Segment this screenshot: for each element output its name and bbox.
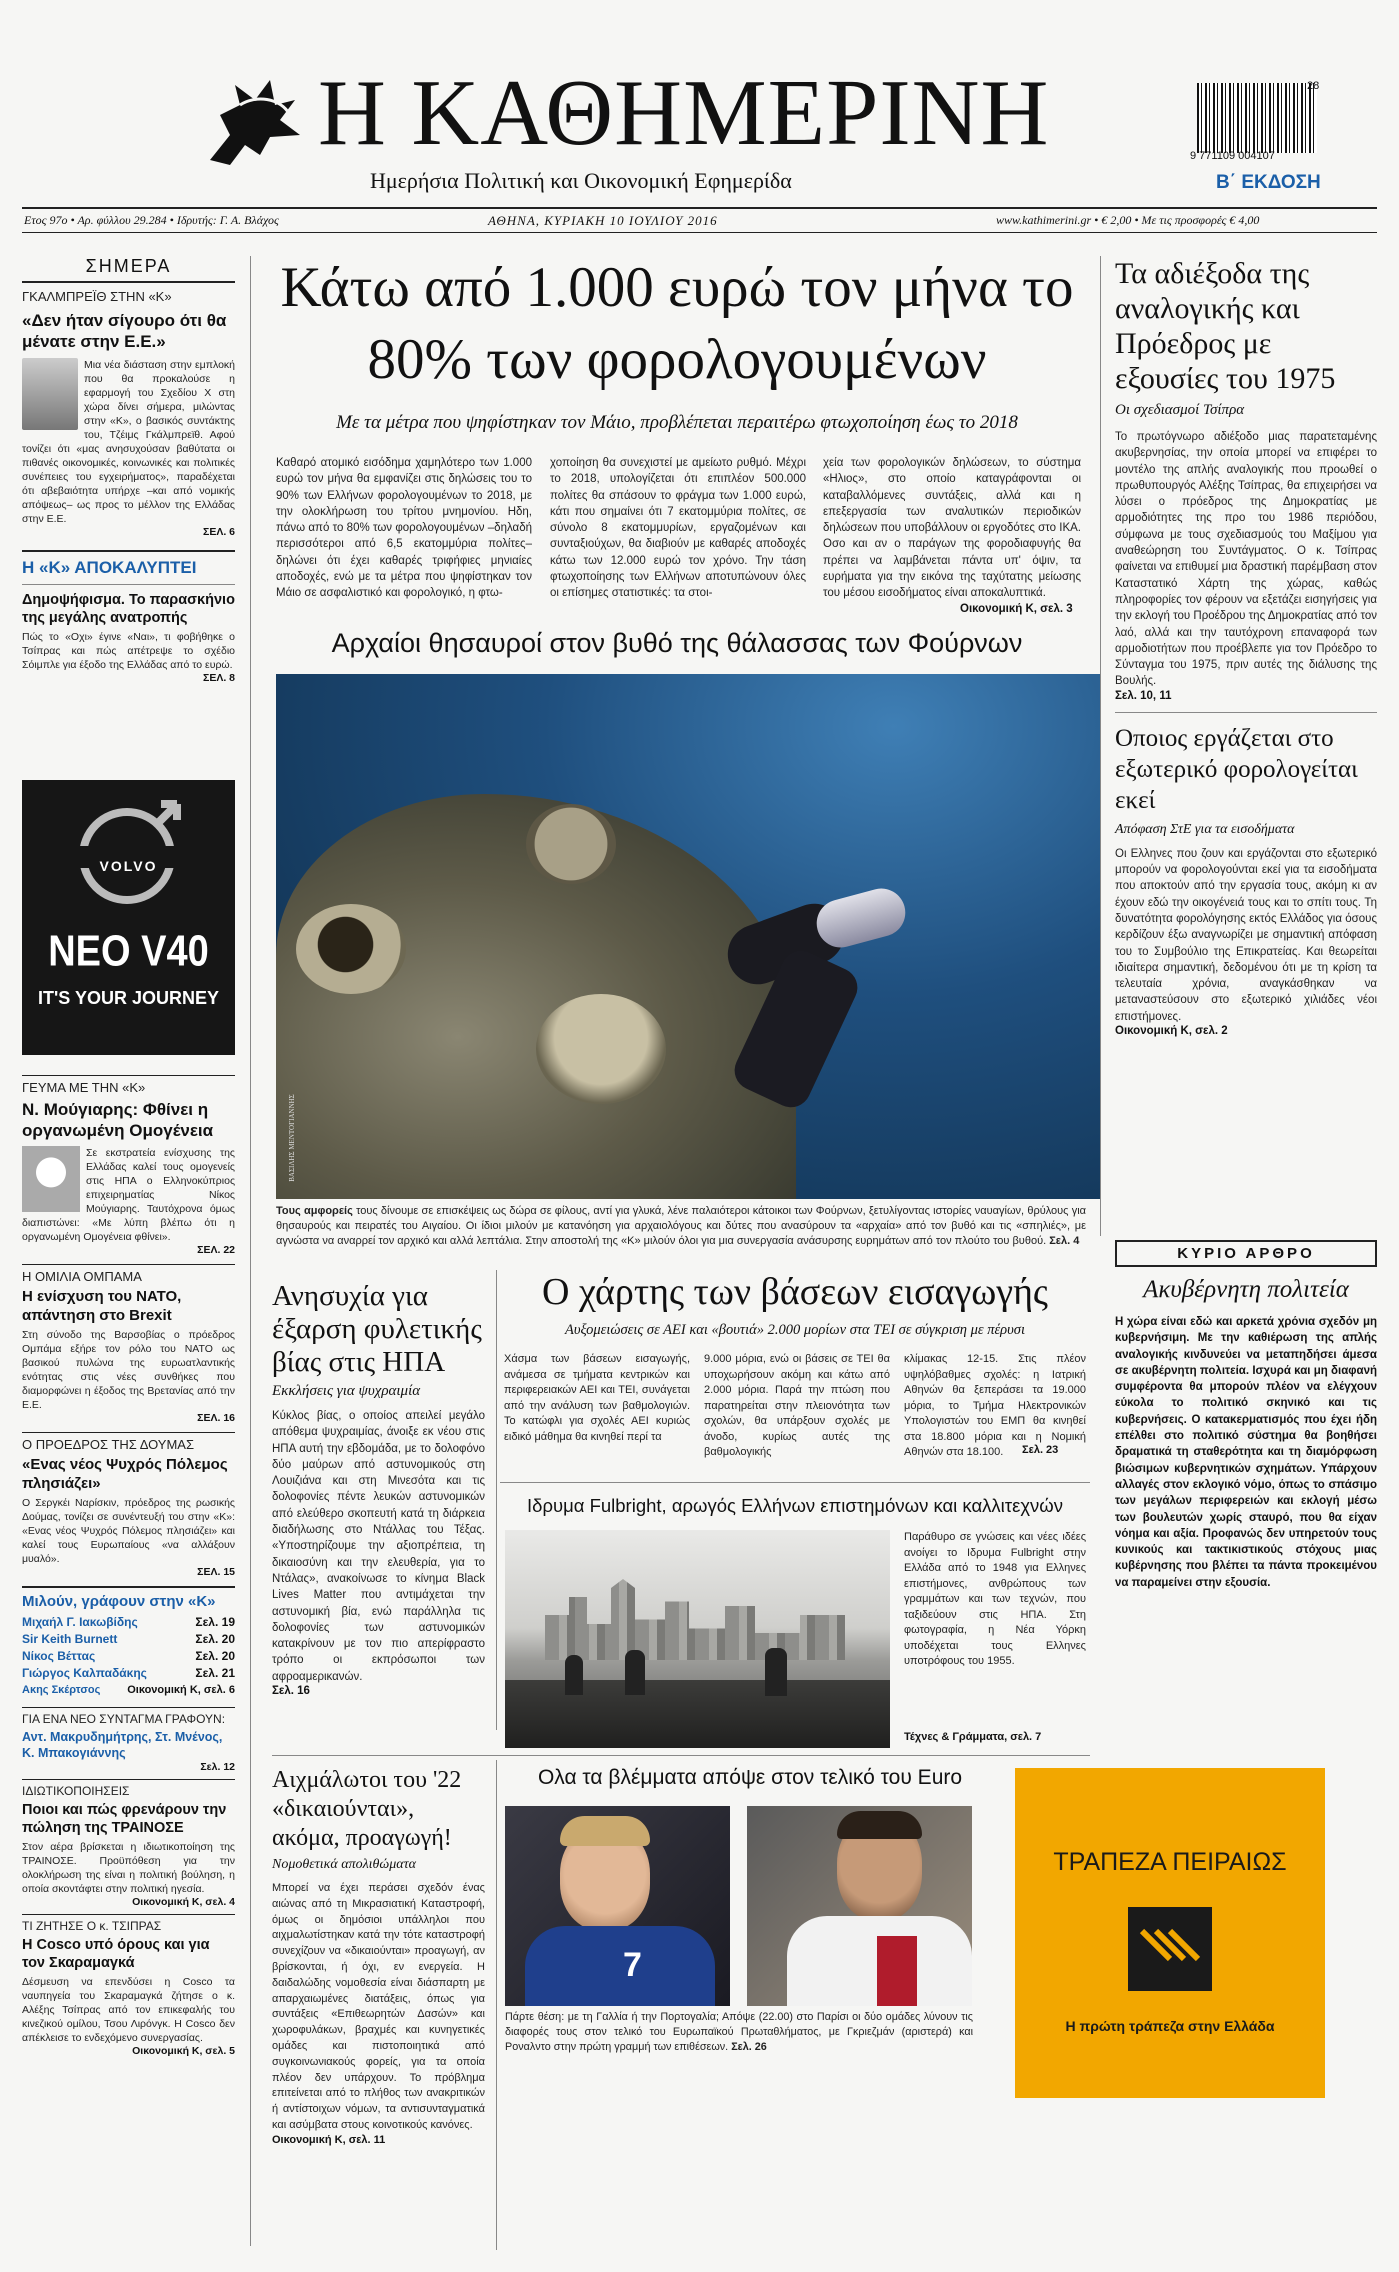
mougiaris-portrait bbox=[22, 1146, 80, 1212]
euro-caption: Πάρτε θέση: με τη Γαλλία ή την Πορτογαλία; Απόψε (22.00) στο Παρίσι οι δύο ομάδες λύνουν τις διαφορές τους στον τελικό του Ευρωπαϊκού Πρωταθλήματος, με Γκριεζμάν (αριστερά) και Ροναλντο στην πρώτη γραμμή των επιθέσεων. Σελ. 26 bbox=[505, 2011, 973, 2053]
fourni-caption: Τους αμφορείς τους δίνουμε σε επισκέψεις ως δώρα σε φίλους, αντί για γλυκά, λένε παλαιότεροι κάτοικοι των Φούρνων, ξετυλίγοντας ιστορίες ναυαγίων, θρύλους για θησαυρούς και πειρατές του Αιγαίου. Οι ίδιοι μιλούν με κατανόηση για αρχαιολόγους και δύτες που ανασύρουν τα «αρχαία» από τον βυθό και τις «σπηλιές», με αγνώστα να αναρρεί τον αρχικό και αλλά λεπτάλια. Στην αποστολή της «Κ» μιλούν όλοι για μια συνεργασία ανάσυρσης ευρημάτων από τον πλούτο του βυθού. Σελ. 4 bbox=[276, 1205, 1086, 1247]
headline-constitution[interactable]: Αντ. Μακρυδημήτρης, Στ. Μνένος, Κ. Μπακογιάννης bbox=[22, 1730, 223, 1760]
headline-entrance[interactable]: Ο χάρτης των βάσεων εισαγωγής bbox=[542, 1271, 1048, 1313]
kicker-lunch: ΓΕΥΜΑ ΜΕ ΤΗΝ «Κ» bbox=[22, 1075, 235, 1095]
main-deck: Με τα μέτρα που ψηφίστηκαν τον Μάιο, προβλέπεται περαιτέρω φτωχοποίηση έως το 2018 bbox=[336, 412, 1018, 433]
editorial-title[interactable]: Ακυβέρνητη πολιτεία bbox=[1143, 1276, 1349, 1303]
headline-mougiaris[interactable]: Ν. Μούγιαρης: Φθίνει η οργανωμένη Ομογένεια bbox=[22, 1100, 214, 1140]
mid-divider-lower bbox=[496, 1760, 497, 2250]
kicker-constitution: ΓΙΑ ΕΝΑ ΝΕΟ ΣΥΝΤΑΓΜΑ ΓΡΑΦΟΥΝ: bbox=[22, 1707, 235, 1726]
main-body-col1: Καθαρό ατομικό εισόδημα χαμηλότερο των 1.000 ευρώ τον μήνα θα εμφανίζει στις δηλώσεις του το 90% των Ελλήνων φορολογουμένων το 2018, με την ολοκλήρωση του τρίτου μνημονίου. Ηδη, πάνω από το 80% των φορολογουμένων –δηλαδή περισσότεροι από 6,5 εκατομμύρια πολίτες– δηλώνει ότι έχει καθαρές τριφήφιες μηνιαίες αποδοχές, ενώ με τα μέτρα που ψηφίστηκαν τον Μάιο σε ασφαλιστικό και φορολογικό, η φτω- bbox=[276, 457, 532, 600]
main-headline[interactable]: Κάτω από 1.000 ευρώ τον μήνα το 80% των φορολογουμένων bbox=[280, 256, 1074, 391]
volvo-model: ΝΕΟ V40 bbox=[48, 927, 209, 977]
ref-abroad-tax[interactable]: Οικονομική Κ, σελ. 2 bbox=[1115, 1025, 1228, 1038]
body-entrance-col1: Χάσμα των βάσεων εισαγωγής, ανάμεσα σε τμήματα κεντρικών και περιφερειακών ΑΕΙ και ΤΕΙ, συνάγεται από την ανάλυση των βαθμολογιών. Το κατώφλι για σχολές ΑΕΙ κυριώς ειδικό μάθημα θα κινηθεί περί τα bbox=[504, 1353, 690, 1443]
volvo-ad[interactable] bbox=[22, 780, 235, 1055]
deck-race: Εκκλήσεις για ψυχραιμία bbox=[272, 1383, 421, 1399]
body-galbraith: Μια νέα διάσταση στην εμπλοκή που θα προκαλούσε η εφαρμογή του Σχεδίου Χ στη χώρα δίνει σήμερα, μιλώντας στην «Κ», ο βασικός συντάκτης του, Τζέιμς Γκάλμπρεϊθ. Αφού τονίζει ότι «μας ανησυχούσαν βαθύτατα οι πιθανές οικονομικές, κοινωνικές και πολιτικές συνέπειες του εγχειρήματος», παραδέχεται ότι αβεβαιότητα υπήρχε –και από νομικής απόψεως– ως προς το μέλλον της Ελλάδας στην Ε.Ε. bbox=[22, 359, 235, 525]
headline-nato[interactable]: Η ενίσχυση του ΝΑΤΟ, απάντηση στο Brexit bbox=[22, 1288, 182, 1324]
euro-title[interactable]: Ολα τα βλέμματα απόψε στον τελικό του Euro bbox=[537, 1766, 963, 1789]
mid-divider bbox=[496, 1270, 497, 1730]
headline-analogiki[interactable]: Τα αδιέξοδα της αναλογικής και Πρόεδρος με εξουσίες του 1975 bbox=[1115, 257, 1336, 395]
editorial bbox=[1115, 1240, 1377, 1591]
right-column bbox=[1115, 256, 1377, 1037]
ref-entrance[interactable]: Σελ. 23 bbox=[1022, 1444, 1059, 1456]
kicker-galbraith: ΓΚΑΛΜΠΡΕΪΘ ΣΤΗΝ «Κ» bbox=[22, 289, 172, 304]
dateline-right: www.kathimerini.gr • € 2,00 • Με τις προσφορές € 4,00 bbox=[996, 213, 1260, 227]
fulbright-photo[interactable] bbox=[505, 1530, 890, 1748]
main-body-col2: χοποίηση θα συνεχιστεί με αμείωτο ρυθμό. Μέχρι το 2018, υπολογίζεται ότι επιπλέον 500.000 πολίτες θα σπάσουν το φράγμα των 1.000 ευρώ, κάτι που σημαίνει ότι 7 εκατομμύρια πολίτες, σε σύνολο 8 εκατομμυρίων, εργαζομένων και συνταξιούχων, θα διαβιούν με καθαρές αποδοχές κάτω των 12.000 ευρώ τον χρόνο. Την τάση φτωχοποίησης των Ελλήνων αποτυπώνουν όλες οι επίσημες στατιστικές: τα στοι- bbox=[550, 457, 806, 600]
barcode-number: 9 771109 004107 bbox=[1190, 150, 1275, 162]
left-sidebar bbox=[22, 256, 235, 684]
headline-galbraith[interactable]: «Δεν ήταν σίγουρο ότι θα μένατε στην Ε.Ε.» bbox=[22, 311, 227, 351]
headline-prisoners[interactable]: Αιχμάλωτοι του '22 «δικαιούνται», ακόμα, προαγωγή! bbox=[272, 1767, 462, 1851]
fulbright-ref[interactable]: Τέχνες & Γράμματα, σελ. 7 bbox=[904, 1731, 1042, 1743]
column-divider-left bbox=[250, 256, 251, 2246]
ref-analogiki[interactable]: Σελ. 10, 11 bbox=[1115, 689, 1172, 702]
today-label: ΣΗΜΕΡΑ bbox=[22, 256, 235, 283]
headline-abroad-tax[interactable]: Οποιος εργάζεται στο εξωτερικό φορολογείται εκεί bbox=[1115, 724, 1358, 814]
piraeus-name: ΤΡΑΠΕΖΑ ΠΕΙΡΑΙΩΣ bbox=[1053, 1848, 1287, 1876]
piraeus-ad[interactable] bbox=[1015, 1768, 1325, 2098]
fulbright-body: Παράθυρο σε γνώσεις και νέες ιδέες ανοίγει το Ιδρυμα Fulbright στην Ελλάδα από το 1948 για Ελληνες επιστήμονες, ανθρώπους των γραμμάτων και των τεχνών, που ταξιδεύουν στις ΗΠΑ. Στη φωτογραφία, η Νέα Υόρκη υποδέχεται τους Ελληνες υποτρόφους του 1955. bbox=[904, 1531, 1086, 1667]
editorial-body: Η χώρα είναι εδώ και αρκετά χρόνια σχεδόν μη κυβερνήσιμη. Με την καθιέρωση της απλής αναλογικής κινδυνεύει να μεταπηδήσει άμεσα σε ακυβέρνητη πολιτεία. Ισχυρά και μη διαφανή συμφέροντα θα μπορούν πλέον να ελέγχουν εύκολα το πολιτικό σκηνικό και τις κυβερνήσεις. Ο κατακερματισμός που έχει ήδη επέλθει στο πολιτικό σύστημα θα βοηθήσει δραματικά τη σταθερότητα και τη διαμόρφωση βιώσιμων κυβερνητικών σχημάτων. Υπάρχουν αλλαγές στον εκλογικό νόμο, όπως το σπάσιμο των μεγάλων περιφερειών και εκλογή μέσω των βουλευτών χωρίς σταυρό, που θα είχαν νόημα και αξία. Προφανώς δεν υπηρετούν τους κυνικούς και τακτικιστικούς στόχους μιας κυβέρνησης που βλέπει τα πάντα προκειμένου να παραμείνει στην εξουσία. bbox=[1115, 1316, 1377, 1589]
writer-row[interactable]: Γιώργος Καλπαδάκης Σελ. 21 bbox=[22, 1666, 235, 1680]
body-nato: Στη σύνοδο της Βαρσοβίας ο πρόεδρος Ομπάμα εξήρε τον ρόλο του ΝΑΤΟ ως βασικού πυλώνα της ευρωατλαντικής ενότητας στις νέες συνθήκες που διαμορφώνει η έξοδος της Βρετανίας από την Ε.Ε. bbox=[22, 1329, 235, 1411]
galbraith-portrait bbox=[22, 358, 78, 430]
deck-prisoners: Νομοθετικά απολιθώματα bbox=[272, 1857, 416, 1872]
griezmann-photo[interactable]: 7 bbox=[505, 1806, 730, 2006]
body-race: Κύκλος βίας, ο οποίος απειλεί μεγάλο απόθεμα ψυχραιμίας, άνοιξε εκ νέου στις ΗΠΑ αυτή την εβδομάδα, με το δολοφόνο δύο μαύρων από αστυνομικούς στη Λουιζιάνα και στη Μινεσότα και τις δολοφονίες πέντε λευκών αστυνομικών από ελεύθερο σκοπευτή κατά τη διάρκεια διαδήλωσης στο Ντάλλας του Τέξας. «Υποστηρίζουμε την αξιοπρέπεια, τη δικαιοσύνη και την ελευθερία, για το Ντάλας», ανακοίνωσε το κίνημα Black Lives Matter που αντιμάχεται την αστυνομική βία, ενώ παράλληλα τις δολοφονίες των αστυνομικών κατακρίνουν με τον πιο απερίφραστο τρόπο οι εκπρόσωποι των αφροαμερικανών. bbox=[272, 1410, 485, 1683]
griffin-logo-icon bbox=[200, 75, 310, 170]
kicker-obama: Η ΟΜΙΛΙΑ ΟΜΠΑΜΑ bbox=[22, 1264, 235, 1284]
dateline-left: Ετος 97ο • Αρ. φύλλου 29.284 • Ιδρυτής: Γ. Α. Βλάχος bbox=[24, 213, 279, 227]
kicker-privatizations: ΙΔΙΩΤΙΚΟΠΟΙΗΣΕΙΣ bbox=[22, 1779, 235, 1798]
piraeus-logo-icon bbox=[1128, 1907, 1212, 1991]
body-entrance-col3: κλίμακας 12-15. Στις πλέον υψηλόβαθμες σχολές: η Ιατρική Αθηνών θα ξεπεράσει τα 19.000 μόρια, το Τμήμα Ηλεκτρονικών Υπολογιστών του ΕΜΠ θα κινηθεί στα 18.800 μόρια και η Νομική Αθηνών στα 18.100. bbox=[904, 1353, 1086, 1458]
ref-constitution[interactable]: Σελ. 12 bbox=[200, 1761, 235, 1773]
barcode-issue: 28 bbox=[1307, 80, 1320, 92]
body-trainose: Στον αέρα βρίσκεται η ιδιωτικοποίηση της ΤΡΑΙΝΟΣΕ. Προϋπόθεση για την ολοκλήρωση της είναι η πολιτική βούληση, η οποία σκοντάφτει στην πολιτική ηγεσία. bbox=[22, 1841, 235, 1895]
writer-row[interactable]: Νίκος Βέττας Σελ. 20 bbox=[22, 1649, 235, 1663]
dateline-rule-bottom bbox=[22, 232, 1377, 233]
headline-referendum[interactable]: Δημοψήφισμα. Το παρασκήνιο της μεγάλης ανατροπής bbox=[22, 592, 235, 626]
headline-trainose[interactable]: Ποιοι και πώς φρενάρουν την πώληση της ΤΡΑΙΝΟΣΕ bbox=[22, 1802, 227, 1836]
fulbright-title[interactable]: Ιδρυμα Fulbright, αρωγός Ελλήνων επιστημόνων και καλλιτεχνών bbox=[527, 1495, 1063, 1516]
race-story bbox=[272, 1280, 485, 1697]
volvo-logo-icon bbox=[69, 794, 189, 914]
ronaldo-photo[interactable] bbox=[747, 1806, 972, 2006]
prisoners-story bbox=[272, 1766, 485, 2146]
ref-cold-war[interactable]: ΣΕΛ. 15 bbox=[197, 1566, 235, 1578]
ref-race[interactable]: Σελ. 16 bbox=[272, 1685, 310, 1698]
body-cold-war: Ο Σεργκέι Ναρίσκιν, πρόεδρος της ρωσικής Δούμας, τονίζει σε συνέντευξή του στην «Κ»: «Ενας νέος Ψυχρός Πόλεμος πλησιάζει» και καλεί τους Ευρωπαίους «να αλλάξουν μυαλό». bbox=[22, 1497, 235, 1565]
barcode bbox=[1197, 83, 1317, 153]
body-analogiki: Το πρωτόγνωρο αδιέξοδο μιας παρατεταμένης ακυβερνησίας, την οποία μπορεί να επιφέρει το μοντέλο της απλής αναλογικής που προωθεί ο πρωθυπουργός Αλέξης Τσίπρας, θα επιχειρήσει να λύσει ο πρόεδρος της Δημοκρατίας με αρμοδιότητες της προ του 1986 περιόδου, σύμφωνα με τους σχεδιασμούς του Μαξίμου για αναθεώρηση του Συντάγματος. Ο κ. Τσίπρας φαίνεται να επιθυμεί μια δραστική παρέμβαση στον Καταστατικό Χάρτη της χώρας, καθώς πληροφορίες τον φέρουν να εξετάζει εισηγήσεις για την εκλογή του Προέδρου της Δημοκρατίας από τον λαό, αλλά και την ταυτόχρονη επαναφορά των αρμοδιοτήτων που προέβλεπε για τον Πρόεδρο το Σύνταγμα του 1975, πριν αυτές της διάλυσης της Βουλής. bbox=[1115, 431, 1377, 688]
body-entrance-col2: 9.000 μόρια, ενώ οι βάσεις σε ΤΕΙ θα υποχωρήσουν ακόμη και κάτω από 2.000 μόρια. Παρά την πτώση που παρατηρείται στην πλειονότητα των σχολών, θα υπάρξουν σχολές με άνοδο, κυρίως αυτές της βαθμολογικής bbox=[704, 1353, 890, 1458]
body-mougiaris: Σε εκστρατεία ενίσχυσης της Ελλάδας καλεί τους ομογενείς στις ΗΠΑ ο Ελληνοκύπριος επιχειρηματίας Νίκος Μούγιαρης. Ταυτόχρονα όμως διαπιστώνει: «Με λύπη βλέπω ότι η οργανωμένη Ομογένεια φθίνει». bbox=[22, 1147, 235, 1243]
writer-row[interactable]: Ακης Σκέρτσος Οικονομική Κ, σελ. 6 bbox=[22, 1684, 235, 1696]
fourni-photo-credit: ΒΑΣΙΛΗΣ ΜΕΝΤΟΓΙΑΝΝΗΣ bbox=[287, 1094, 296, 1182]
deck-analogiki: Οι σχεδιασμοί Τσίπρα bbox=[1115, 402, 1245, 418]
fourni-photo[interactable] bbox=[276, 674, 1100, 1199]
fourni-title[interactable]: Αρχαίοι θησαυροί στον βυθό της θάλασσας των Φούρνων bbox=[331, 628, 1023, 658]
body-abroad-tax: Οι Ελληνες που ζουν και εργάζονται στο εξωτερικό μπορούν να φορολογούνται εκεί για τα εισοδήματα που αποκτούν από την εργασία τους, ακόμη κι αν έχουν εδώ την οικογένειά τους και το σπίτι τους. Τη δυνατότητα φορολόγησης εκτός Ελλάδος για όσους κερδίζουν έξω αναγνωρίζει με σημαντική απόφαση του το Συμβούλιο της Επικρατείας. Και θεωρείται ιδιαίτερα σημαντική, δεδομένου ότι με τη κρίση τα τελευταία χρόνια, αναγκάσθηκαν να μεταναστεύσουν στο εξωτερικό χιλιάδες νέοι επιστήμονες. bbox=[1115, 847, 1377, 1023]
piraeus-tagline: Η πρώτη τράπεζα στην Ελλάδα bbox=[1065, 2018, 1275, 2034]
headline-race[interactable]: Ανησυχία για έξαρση φυλετικής βίας στις ΗΠΑ bbox=[272, 1280, 482, 1378]
body-cosco: Δέσμευση να επενδύσει η Cosco τα ναυπηγεία του Σκαραμαγκά ζήτησε ο κ. Αλέξης Τσίπρας από τον επικεφαλής του κινεζικού ομίλου, Τσου Λιρόνγκ. Η Cosco δεν απέκλεισε το ενδεχόμενο συνεργασίας. bbox=[22, 1976, 235, 2044]
volvo-brand: VOLVO bbox=[99, 858, 158, 874]
ref-trainose[interactable]: Οικονομική Κ, σελ. 4 bbox=[132, 1896, 235, 1908]
editorial-label: ΚΥΡΙΟ ΑΡΘΡΟ bbox=[1115, 1240, 1377, 1267]
main-body-col3: χεία των φορολογικών δηλώσεων, το σύστημα «Ηλιος», στο οποίο καταγράφονται οι καταβαλλόμενες συντάξεις, αλλά και η επεξεργασία των αναλυτικών περιοδικών δηλώσεων που υποβάλλουν οι εργοδότες στο ΙΚΑ. Οσο και αν ο παράγων της φοροδιαφυγής θα πρέπει να λαμβάνεται πάντα υπ' όψιν, τα ευρήματα για την εικόνα της ταχύτατης μείωσης του μέσου εισοδήματος είναι αποκαλυπτικά. bbox=[823, 457, 1081, 600]
kicker-tsipras: ΤΙ ΖΗΤΗΣΕ Ο κ. ΤΣΙΠΡΑΣ bbox=[22, 1914, 235, 1933]
writer-row[interactable]: Sir Keith Burnett Σελ. 20 bbox=[22, 1632, 235, 1646]
body-referendum: Πώς το «Οχι» έγινε «Ναι», τι φοβήθηκε ο Τσίπρας και πώς απέτρεψε το σχέδιο Σόιμπλε για έξοδο της Ελλάδας από το ευρώ. bbox=[22, 631, 235, 671]
dateline-rule-top bbox=[22, 207, 1377, 209]
edition-label: Β΄ ΕΚΔΟΣΗ bbox=[1216, 172, 1321, 193]
kicker-reveals: Η «Κ» ΑΠΟΚΑΛΥΠΤΕΙ bbox=[22, 558, 197, 577]
headline-cosco[interactable]: Η Cosco υπό όρους και για τον Σκαραμαγκά bbox=[22, 1937, 210, 1971]
ref-galbraith[interactable]: ΣΕΛ. 6 bbox=[203, 526, 235, 538]
column-divider-right bbox=[1100, 256, 1101, 1236]
body-prisoners: Μπορεί να έχει περάσει σχεδόν ένας αιώνας από τη Μικρασιατική Καταστροφή, όμως οι δημόσιοι υπάλληλοι που αιχμαλωτίστηκαν κατά την τότε καταστροφή συνεχίζουν να «δικαιούνται» προαγωγή, αν βρίσκονται, ή όχι, εν ενεργεία. Η δαιδαλώδης νομοθεσία είναι διάσπαρτη με απαρχαιωμένες διατάξεις, όπως για συντάξεις «Επιθεωρητών Δασών» και χωροφυλάκων, βραχμές και κυνηγετικές ομάδες και πιστοποιητικά από συγκοινωνιακούς φορείς, για τα οποία πλέον δεν υπάρχουν. Το πρόβλημα επιτείνεται από το πλήθος των ανακριτικών ή αντίστοιχων νόμων, τα αντισυνταγματικά και ασύμβατα στους κοινοτικούς κανόνες. bbox=[272, 1882, 485, 2131]
masthead-subtitle: Ημερήσια Πολιτική και Οικονομική Εφημερίδα bbox=[370, 168, 792, 193]
ref-referendum[interactable]: ΣΕΛ. 8 bbox=[203, 672, 235, 684]
writers-list bbox=[22, 1614, 235, 1699]
main-ref[interactable]: Οικονομική Κ, σελ. 3 bbox=[960, 603, 1073, 615]
ref-mougiaris[interactable]: ΣΕΛ. 22 bbox=[197, 1244, 235, 1256]
ref-prisoners[interactable]: Οικονομική Κ, σελ. 11 bbox=[272, 2133, 386, 2146]
left-sidebar-lower bbox=[22, 1075, 235, 2057]
ref-nato[interactable]: ΣΕΛ. 16 bbox=[197, 1412, 235, 1424]
deck-entrance: Αυξομειώσεις σε ΑΕΙ και «βουτιά» 2.000 μορίων στα ΤΕΙ σε σύγκριση με πέρυσι bbox=[565, 1322, 1025, 1338]
deck-abroad-tax: Απόφαση ΣτΕ για τα εισοδήματα bbox=[1115, 821, 1295, 837]
writers-title: Μιλούν, γράφουν στην «Κ» bbox=[22, 1586, 235, 1610]
writer-row[interactable]: Μιχαήλ Γ. Ιακωβίδης Σελ. 19 bbox=[22, 1615, 235, 1629]
kicker-duma: Ο ΠΡΟΕΔΡΟΣ ΤΗΣ ΔΟΥΜΑΣ bbox=[22, 1432, 235, 1452]
volvo-tagline: IT'S YOUR JOURNEY bbox=[38, 988, 219, 1008]
masthead-title: Η ΚΑΘΗΜΕΡΙΝΗ bbox=[318, 61, 1050, 165]
dateline-center: ΑΘΗΝΑ, ΚΥΡΙΑΚΗ 10 ΙΟΥΛΙΟΥ 2016 bbox=[488, 213, 718, 228]
ref-cosco[interactable]: Οικονομική Κ, σελ. 5 bbox=[132, 2045, 235, 2057]
headline-cold-war[interactable]: «Ενας νέος Ψυχρός Πόλεμος πλησιάζει» bbox=[22, 1456, 228, 1492]
masthead bbox=[0, 0, 1399, 230]
